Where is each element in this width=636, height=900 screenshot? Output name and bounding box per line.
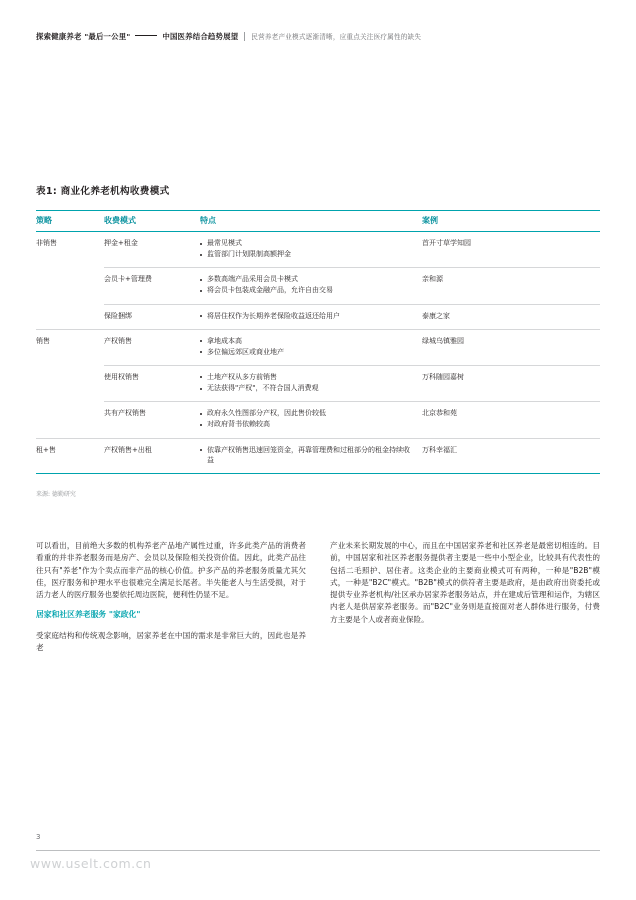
cell-case: 绿城乌镇雅园 bbox=[422, 329, 600, 365]
paragraph: 受家庭结构和传统观念影响，居家养老在中国的需求是非常巨大的，因此也是养老 bbox=[36, 631, 306, 653]
table-row bbox=[36, 232, 600, 268]
header-rule bbox=[135, 35, 157, 36]
feature-item: 土地产权从多方前销售 bbox=[200, 372, 414, 382]
body-column-left bbox=[36, 540, 306, 655]
section-subheading: 居家和社区养老服务 "家政化" bbox=[36, 610, 141, 620]
cell-features bbox=[200, 402, 422, 438]
cell-features bbox=[200, 268, 422, 304]
cell-model: 保险捆绑 bbox=[104, 304, 200, 329]
header-subtitle: 中国医养结合趋势展望 bbox=[162, 31, 239, 41]
table-row bbox=[36, 365, 600, 401]
cell-case: 首开寸草学知园 bbox=[422, 232, 600, 268]
feature-item: 多数高端产品采用会员卡模式 bbox=[200, 274, 414, 284]
cell-model: 押金+租金 bbox=[104, 232, 200, 268]
feature-item: 多位偏远郊区或商业地产 bbox=[200, 347, 414, 357]
cell-model: 使用权销售 bbox=[104, 365, 200, 401]
feature-item: 政府永久性图部分产权，因此售价较低 bbox=[200, 408, 414, 418]
fee-model-table bbox=[36, 210, 600, 474]
feature-item: 依靠产权销售迅速回笼资金，再靠管理费和过租部分的租金持续收益 bbox=[200, 445, 414, 465]
cell-features bbox=[200, 232, 422, 268]
cell-model: 共有产权销售 bbox=[104, 402, 200, 438]
header-divider bbox=[244, 32, 245, 41]
paragraph: 产业未来长期发展的中心，而且在中国居家养老和社区养老是最密切相连的。目前，中国居家和社区养老服务提供者主要是一些中小型企业，比较具有代表性的包括二毛照护、居住者。这类企业的主要商业模式可有两种，一种是"B2B"模式，一种是"B2C"模式。"B2B"模式的供符者主要是政府，是由政府出资委托或提供专业养老机构/社区承办居家养老服务站点，并在建成后管理和运作，为辖区内老人是供居家养老服务。而"B2C"业务则是直接面对老人群体进行服务，付费方主要是个人或者商业保险。 bbox=[330, 541, 600, 624]
cell-features bbox=[200, 329, 422, 365]
cell-features bbox=[200, 438, 422, 473]
table-body bbox=[36, 232, 600, 474]
column-header-case: 案例 bbox=[422, 211, 600, 232]
table-row bbox=[36, 438, 600, 473]
cell-strategy: 销售 bbox=[36, 329, 104, 438]
body-column-right bbox=[330, 540, 600, 655]
cell-strategy: 租+售 bbox=[36, 438, 104, 473]
site-watermark: www.uselt.com.cn bbox=[30, 856, 152, 871]
table-caption: 表1: 商业化养老机构收费模式 bbox=[36, 186, 170, 197]
column-header-model: 收费模式 bbox=[104, 211, 200, 232]
column-header-features: 特点 bbox=[200, 211, 422, 232]
feature-item: 将会员卡包装成金融产品，允许自由交易 bbox=[200, 285, 414, 295]
table-row bbox=[36, 402, 600, 438]
body-columns bbox=[36, 540, 600, 655]
cell-model: 会员卡+管理费 bbox=[104, 268, 200, 304]
page-number: 3 bbox=[36, 833, 41, 841]
cell-features bbox=[200, 304, 422, 329]
table-row bbox=[36, 329, 600, 365]
page-header bbox=[36, 28, 600, 44]
feature-item: 无法获得"产权"，不符合国人消费观 bbox=[200, 383, 414, 393]
feature-item: 将居住权作为长期养老保险收益返还给用户 bbox=[200, 311, 414, 321]
cell-case: 万科幸福汇 bbox=[422, 438, 600, 473]
cell-case: 泰康之家 bbox=[422, 304, 600, 329]
cell-model: 产权销售 bbox=[104, 329, 200, 365]
cell-strategy: 非销售 bbox=[36, 232, 104, 330]
footer-divider bbox=[36, 850, 600, 851]
table-header-row bbox=[36, 211, 600, 232]
feature-item: 最常见模式 bbox=[200, 238, 414, 248]
table-source: 来源: 德勤研究 bbox=[36, 491, 76, 498]
feature-item: 拿地成本高 bbox=[200, 336, 414, 346]
header-tagline: 民营养老产业模式逐渐清晰，应重点关注医疗属性的缺失 bbox=[251, 33, 422, 41]
cell-case: 万科随园嘉树 bbox=[422, 365, 600, 401]
cell-case: 亲和源 bbox=[422, 268, 600, 304]
table-row bbox=[36, 268, 600, 304]
paragraph: 可以看出，目前绝大多数的机构养老产品地产属性过重，许多此类产品的消费者看重的并非养老服务而是房产、会员以及保险相关投资价值。因此，此类产品往往只有"养老"作为个卖点而非产品的核心价值。护多产品的养老服务质量尤其欠佳，医疗服务和护理水平也很难完全满足长尾者。半失能老人与生活受损，对于活力老人的医疗服务也要依托周边医院，便利性仍显不足。 bbox=[36, 541, 306, 600]
header-title: 探索健康养老 "最后一公里" bbox=[36, 31, 131, 41]
table-row bbox=[36, 304, 600, 329]
cell-features bbox=[200, 365, 422, 401]
cell-model: 产权销售+出租 bbox=[104, 438, 200, 473]
feature-item: 监管部门计划限制高额押金 bbox=[200, 249, 414, 259]
cell-case: 北京恭和苑 bbox=[422, 402, 600, 438]
column-header-strategy: 策略 bbox=[36, 211, 104, 232]
feature-item: 对政府背书依赖较高 bbox=[200, 419, 414, 429]
